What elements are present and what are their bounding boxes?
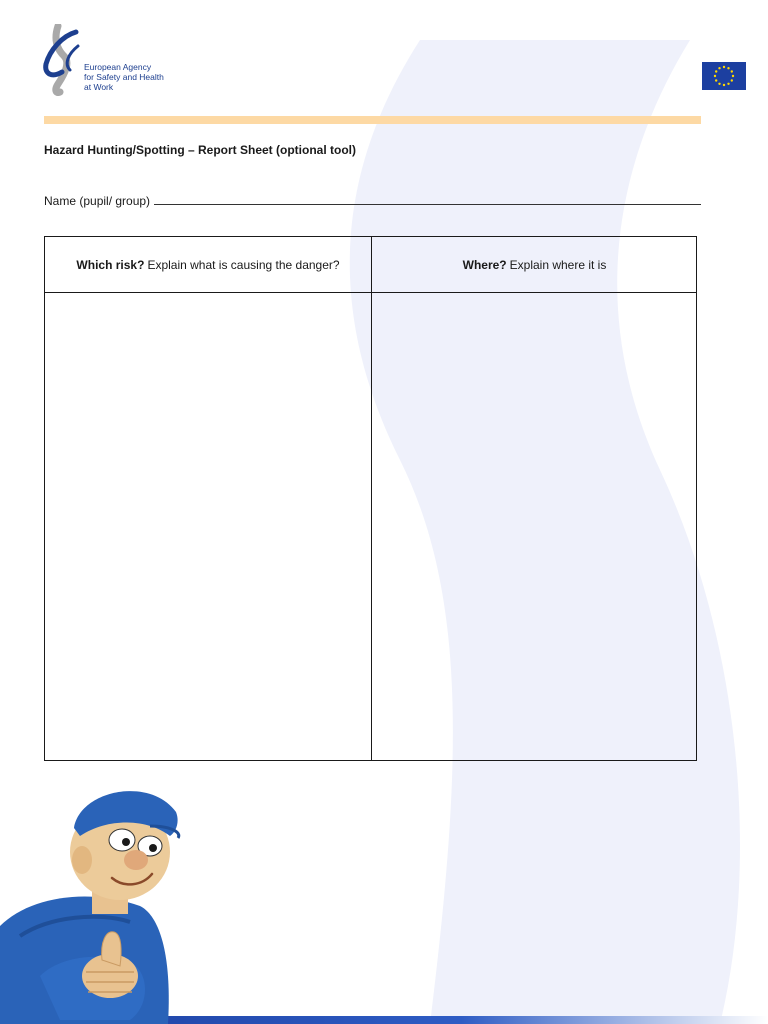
mascot-thumbs-up-illustration: [0, 776, 200, 1024]
name-field-row: [44, 190, 701, 208]
logo-line-1: European Agency: [84, 62, 152, 72]
eu-flag-icon: [702, 62, 746, 90]
where-instruction: Explain where it is: [509, 257, 607, 272]
name-label: Name (pupil/ group): [44, 194, 151, 208]
name-field[interactable]: [154, 192, 701, 205]
column-header-which-risk: [45, 237, 371, 292]
report-table: [44, 236, 697, 761]
which-risk-instruction: Explain what is causing the danger?: [147, 257, 340, 272]
page-title: Hazard Hunting/Spotting – Report Sheet (optional tool): [44, 143, 356, 157]
logo-line-3: at Work: [84, 82, 114, 92]
logo-line-2: for Safety and Health: [84, 72, 164, 82]
where-label: Where?: [462, 257, 507, 272]
column-header-where: [372, 237, 697, 292]
header-divider: [44, 116, 701, 124]
which-risk-cell[interactable]: [45, 293, 371, 760]
which-risk-label: Which risk?: [76, 257, 145, 272]
where-cell[interactable]: [372, 293, 697, 760]
logo-wordmark: [84, 62, 164, 92]
